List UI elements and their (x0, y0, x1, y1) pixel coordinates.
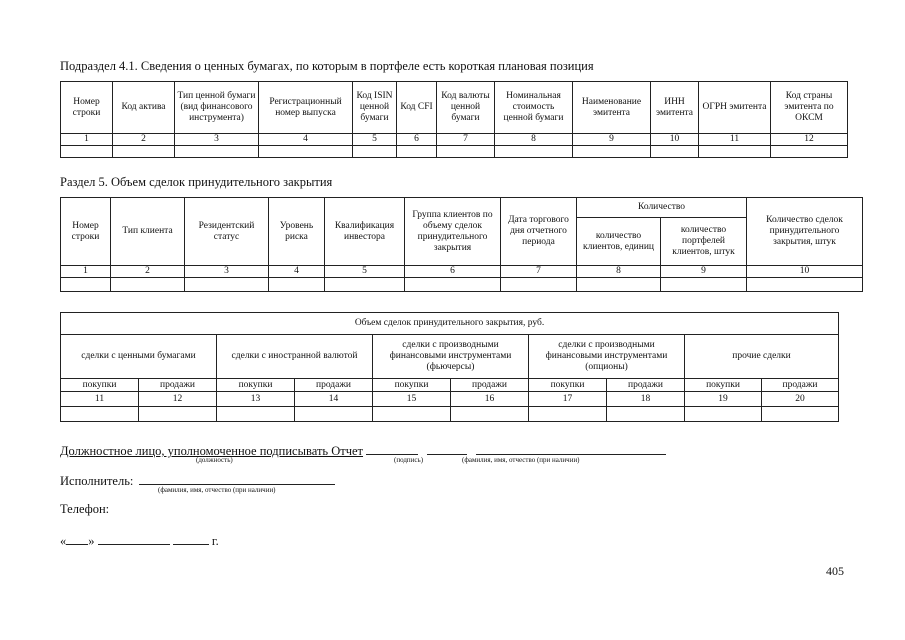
official-label: Должностное лицо, уполномоченное подписывать Отчет (60, 444, 364, 458)
month-line (98, 532, 170, 545)
header-nominal: Номинальная стоимость ценной бумаги (495, 82, 573, 134)
col-number: 3 (175, 134, 259, 146)
empty-cell (373, 407, 451, 422)
col-number: 9 (573, 134, 651, 146)
empty-cell (139, 407, 217, 422)
header-row-number: Номер строки (61, 198, 111, 266)
day-line (66, 532, 88, 545)
sell-label: продажи (139, 379, 217, 392)
col-number: 4 (269, 266, 325, 278)
date-line (60, 532, 219, 549)
col-number: 17 (529, 392, 607, 407)
col-number: 20 (762, 392, 839, 407)
empty-cell (325, 278, 405, 292)
header-investor-qualification: Квалификация инвестора (325, 198, 405, 266)
header-resident-status: Резидентский статус (185, 198, 269, 266)
col-number: 3 (185, 266, 269, 278)
empty-cell (405, 278, 501, 292)
header-quantity-group: Количество (577, 198, 747, 218)
header-currency: Код валюты ценной бумаги (437, 82, 495, 134)
col-number: 1 (61, 266, 111, 278)
empty-cell (451, 407, 529, 422)
year-line (173, 532, 209, 545)
empty-cell (771, 146, 848, 158)
group-fx: сделки с иностранной валютой (217, 335, 373, 379)
header-security-type: Тип ценной бумаги (вид финансового инструмента) (175, 82, 259, 134)
caption-executor-name: (фамилия, имя, отчество (при наличии) (158, 486, 276, 494)
empty-cell (175, 146, 259, 158)
date-open-quote: « (60, 534, 67, 548)
sell-label: продажи (295, 379, 373, 392)
header-reg-number: Регистрационный номер выпуска (259, 82, 353, 134)
header-issuer-name: Наименование эмитента (573, 82, 651, 134)
empty-cell (529, 407, 607, 422)
header-client-type: Тип клиента (111, 198, 185, 266)
col-number: 6 (405, 266, 501, 278)
section-5-title: Раздел 5. Объем сделок принудительного закрытия (60, 175, 333, 189)
header-client-group: Группа клиентов по объему сделок принудительного закрытия (405, 198, 501, 266)
securities-table (60, 81, 848, 158)
empty-cell (113, 146, 175, 158)
col-number: 15 (373, 392, 451, 407)
caption-position: (должность) (196, 456, 233, 464)
col-number: 6 (397, 134, 437, 146)
empty-cell (397, 146, 437, 158)
empty-cell (495, 146, 573, 158)
header-portfolios-count: количество портфелей клиентов, штук (661, 218, 747, 266)
header-trading-date: Дата торгового дня отчетного периода (501, 198, 577, 266)
sell-label: продажи (762, 379, 839, 392)
col-number: 7 (437, 134, 495, 146)
col-number: 8 (495, 134, 573, 146)
col-number: 11 (61, 392, 139, 407)
col-number: 12 (139, 392, 217, 407)
forced-closing-table (60, 197, 863, 292)
header-issuer-inn: ИНН эмитента (651, 82, 699, 134)
empty-cell (295, 407, 373, 422)
empty-cell (61, 146, 113, 158)
col-number: 5 (353, 134, 397, 146)
empty-cell (61, 278, 111, 292)
col-number: 18 (607, 392, 685, 407)
col-number: 2 (113, 134, 175, 146)
header-asset-code: Код актива (113, 82, 175, 134)
empty-cell (501, 278, 577, 292)
buy-label: покупки (373, 379, 451, 392)
empty-cell (661, 278, 747, 292)
col-number: 10 (747, 266, 863, 278)
empty-cell (651, 146, 699, 158)
col-number: 11 (699, 134, 771, 146)
empty-cell (185, 278, 269, 292)
buy-label: покупки (685, 379, 762, 392)
empty-cell (573, 146, 651, 158)
col-number: 19 (685, 392, 762, 407)
signature-line (427, 442, 467, 455)
header-country-code: Код страны эмитента по ОКСМ (771, 82, 848, 134)
header-issuer-ogrn: ОГРН эмитента (699, 82, 771, 134)
empty-cell (699, 146, 771, 158)
buy-label: покупки (529, 379, 607, 392)
empty-cell (437, 146, 495, 158)
col-number: 1 (61, 134, 113, 146)
col-number: 9 (661, 266, 747, 278)
year-suffix: г. (211, 534, 219, 548)
col-number: 10 (651, 134, 699, 146)
header-row-number: Номер строки (61, 82, 113, 134)
empty-cell (217, 407, 295, 422)
empty-cell (269, 278, 325, 292)
empty-cell (685, 407, 762, 422)
col-number: 5 (325, 266, 405, 278)
col-number: 13 (217, 392, 295, 407)
caption-signature: (подпись) (394, 456, 424, 464)
volume-title: Объем сделок принудительного закрытия, руб. (61, 313, 839, 335)
col-number: 7 (501, 266, 577, 278)
date-close-quote: » (88, 534, 95, 548)
col-number: 4 (259, 134, 353, 146)
empty-cell (607, 407, 685, 422)
empty-cell (259, 146, 353, 158)
header-cfi: Код CFI (397, 82, 437, 134)
group-options: сделки с производными финансовыми инструментами (опционы) (529, 335, 685, 379)
empty-cell (747, 278, 863, 292)
header-clients-count: количество клиентов, единиц (577, 218, 661, 266)
phone-label: Телефон: (60, 502, 110, 516)
executor-name-line (139, 472, 335, 485)
empty-cell (577, 278, 661, 292)
header-deals-count: Количество сделок принудительного закрытия, штук (747, 198, 863, 266)
group-securities: сделки с ценными бумагами (61, 335, 217, 379)
group-other: прочие сделки (685, 335, 839, 379)
page-number: 405 (826, 564, 844, 578)
header-risk-level: Уровень риска (269, 198, 325, 266)
executor-label: Исполнитель: (60, 474, 134, 488)
empty-cell (353, 146, 397, 158)
empty-cell (762, 407, 839, 422)
group-futures: сделки с производными финансовыми инструментами (фьючерсы) (373, 335, 529, 379)
sell-label: продажи (451, 379, 529, 392)
sell-label: продажи (607, 379, 685, 392)
col-number: 14 (295, 392, 373, 407)
col-number: 16 (451, 392, 529, 407)
empty-cell (61, 407, 139, 422)
col-number: 2 (111, 266, 185, 278)
caption-name: (фамилия, имя, отчество (при наличии) (462, 456, 580, 464)
buy-label: покупки (217, 379, 295, 392)
section-4-1-title: Подраздел 4.1. Сведения о ценных бумагах, по которым в портфеле есть короткая плановая позиция (60, 59, 594, 73)
header-isin: Код ISIN ценной бумаги (353, 82, 397, 134)
col-number: 12 (771, 134, 848, 146)
buy-label: покупки (61, 379, 139, 392)
name-line (476, 442, 666, 455)
volume-table (60, 312, 839, 422)
position-line (366, 442, 418, 455)
col-number: 8 (577, 266, 661, 278)
empty-cell (111, 278, 185, 292)
